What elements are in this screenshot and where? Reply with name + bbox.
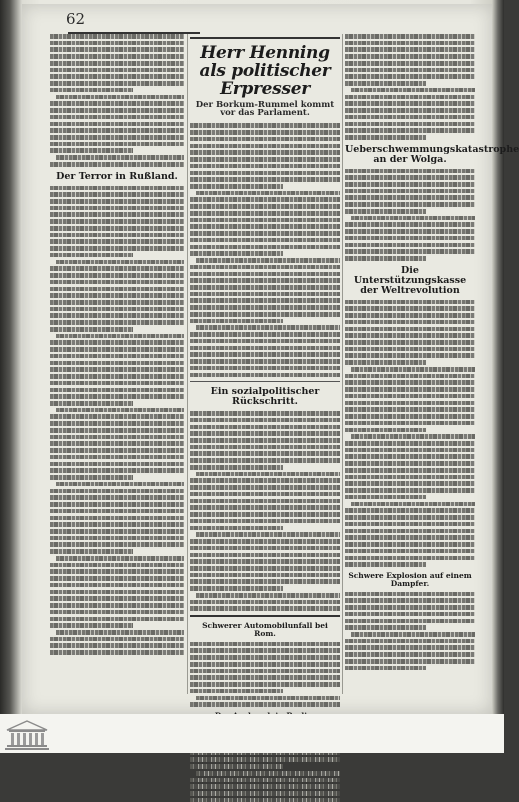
text-line (345, 475, 475, 480)
text-line (345, 407, 475, 412)
text-line (50, 617, 184, 622)
headline-weltrevolution: Die Unterstützungskasse der Weltrevolution (353, 264, 467, 296)
text-line (50, 489, 184, 494)
text-line (345, 222, 475, 227)
text-line (50, 576, 184, 581)
text-line (345, 454, 475, 459)
text-line (345, 360, 426, 365)
text-line (345, 320, 475, 325)
text-line (196, 532, 340, 537)
text-line (190, 526, 283, 531)
text-line (345, 652, 475, 657)
text-line (50, 293, 184, 298)
text-line (50, 549, 133, 554)
headline-wolga: Ueberschwemmungskatastrophe an der Wolga. (345, 143, 519, 165)
text-line (190, 791, 340, 796)
text-line (190, 465, 283, 470)
text-line (190, 352, 340, 357)
text-line (345, 256, 426, 261)
text-line (190, 689, 283, 694)
text-line (50, 148, 133, 153)
text-line (190, 319, 283, 324)
text-line (190, 573, 340, 578)
text-line (190, 702, 340, 707)
text-line (50, 81, 184, 86)
text-line (190, 164, 340, 169)
text-line (190, 150, 340, 155)
headline-terror-russland: Der Terror in Rußland. (56, 170, 178, 182)
text-line (50, 34, 184, 39)
text-line (50, 441, 184, 446)
bottom-strip (0, 714, 504, 753)
text-line (190, 224, 340, 229)
text-line (190, 373, 340, 378)
text-line (50, 536, 184, 541)
text-line (345, 202, 475, 207)
text-line (56, 260, 184, 265)
column-right (345, 34, 519, 694)
text-line (50, 435, 184, 440)
text-line (50, 233, 184, 238)
text-line (345, 598, 475, 603)
text-line (345, 639, 475, 644)
text-line (345, 428, 426, 433)
text-line (196, 593, 340, 598)
text-line (50, 101, 184, 106)
headline-sozialpolitisch: Ein sozialpolitischer Rückschritt. (210, 386, 320, 408)
column-divider (187, 34, 188, 694)
text-line (190, 332, 340, 337)
text-line (345, 47, 475, 52)
text-line (190, 784, 340, 789)
text-line (345, 401, 475, 406)
text-line (50, 246, 184, 251)
article-right-bottom-body (345, 592, 475, 671)
text-line (190, 451, 340, 456)
text-line (345, 306, 475, 311)
text-line (196, 771, 340, 776)
text-line (345, 333, 475, 338)
text-line (50, 643, 184, 648)
text-line (50, 563, 184, 568)
text-line (190, 130, 340, 135)
article-right-b-body (345, 300, 475, 567)
text-line (190, 655, 340, 660)
text-line (196, 191, 340, 196)
text-line (190, 648, 340, 653)
text-line (190, 499, 340, 504)
text-line (345, 74, 475, 79)
text-line (345, 81, 426, 86)
text-line (50, 287, 184, 292)
main-headline: Herr Henning als politischer Erpresser (199, 43, 331, 99)
text-line (50, 502, 184, 507)
text-line (190, 204, 340, 209)
text-line (345, 41, 475, 46)
text-line (190, 586, 283, 591)
text-line (50, 115, 184, 120)
text-line (190, 579, 340, 584)
text-line (190, 218, 340, 223)
text-line (50, 340, 184, 345)
text-line (50, 74, 184, 79)
text-line (190, 157, 340, 162)
text-line (345, 340, 475, 345)
text-line (190, 272, 340, 277)
text-line (190, 431, 340, 436)
text-line (190, 559, 340, 564)
text-line (50, 41, 184, 46)
text-line (345, 249, 475, 254)
headline-automobilunfall: Schwerer Automobilunfall bei Rom. (202, 620, 328, 638)
text-line (50, 590, 184, 595)
text-line (190, 265, 340, 270)
text-line (50, 650, 184, 655)
text-line (190, 359, 340, 364)
text-line (345, 645, 475, 650)
text-line (50, 421, 184, 426)
text-line (50, 637, 184, 642)
text-line (56, 408, 184, 413)
text-line (351, 367, 475, 372)
text-line (345, 414, 475, 419)
text-line (345, 529, 475, 534)
text-line (50, 388, 184, 393)
text-line (50, 307, 184, 312)
text-line (345, 169, 475, 174)
text-line (190, 778, 340, 783)
text-line (190, 184, 283, 189)
text-line (50, 367, 184, 372)
text-line (50, 320, 184, 325)
main-subheadline: Der Borkum-Rummel kommt vor das Parlament. (195, 99, 335, 119)
text-line (190, 278, 340, 283)
text-line (50, 394, 184, 399)
text-line (50, 374, 184, 379)
text-line (196, 696, 340, 701)
text-line (190, 566, 340, 571)
text-line (345, 182, 475, 187)
text-line (50, 266, 184, 271)
column-divider (342, 34, 343, 694)
text-line (190, 285, 340, 290)
text-line (351, 632, 475, 637)
archive-building-logo (4, 718, 50, 751)
text-line (50, 186, 184, 191)
text-line (50, 192, 184, 197)
text-line (345, 209, 426, 214)
text-line (56, 95, 184, 100)
text-line (190, 411, 340, 416)
text-line (345, 61, 475, 66)
text-line (190, 478, 340, 483)
text-line (345, 387, 475, 392)
text-line (345, 108, 475, 113)
text-line (50, 569, 184, 574)
text-line (345, 380, 475, 385)
text-line (345, 175, 475, 180)
text-line (345, 327, 475, 332)
text-line (190, 512, 340, 517)
text-line (345, 659, 475, 664)
text-line (190, 458, 340, 463)
text-line (50, 199, 184, 204)
text-line (196, 472, 340, 477)
text-line (50, 239, 184, 244)
article-right-a-body (345, 169, 475, 261)
text-line (50, 475, 133, 480)
text-line (345, 549, 475, 554)
text-line (345, 495, 426, 500)
text-line (56, 630, 184, 635)
text-line (190, 137, 340, 142)
text-line (50, 68, 184, 73)
text-line (196, 325, 340, 330)
text-line (345, 95, 475, 100)
text-line (190, 211, 340, 216)
text-line (345, 535, 475, 540)
text-line (351, 434, 475, 439)
text-line (351, 216, 475, 221)
text-line (190, 123, 340, 128)
text-line (345, 54, 475, 59)
text-line (345, 300, 475, 305)
text-line (345, 625, 426, 630)
text-line (190, 757, 340, 762)
column-center (190, 34, 340, 694)
text-line (190, 606, 340, 611)
headline-explosion: Schwere Explosion auf einem Dampfer. (348, 570, 472, 588)
text-line (190, 245, 340, 250)
text-line (56, 334, 184, 339)
text-line (50, 142, 184, 147)
section-rule (190, 381, 340, 382)
column-left (50, 34, 184, 694)
text-line (50, 455, 184, 460)
text-line (50, 347, 184, 352)
text-line (50, 509, 184, 514)
text-line (50, 361, 184, 366)
page-number: 62 (66, 10, 86, 28)
text-line (190, 298, 340, 303)
text-line (50, 61, 184, 66)
text-line (345, 619, 475, 624)
text-line (50, 47, 184, 52)
text-line (190, 177, 340, 182)
text-line (50, 226, 184, 231)
text-line (345, 313, 475, 318)
text-line (50, 354, 184, 359)
text-line (345, 515, 475, 520)
text-line (190, 171, 340, 176)
text-line (50, 128, 184, 133)
text-line (345, 135, 426, 140)
text-line (345, 522, 475, 527)
text-line (50, 596, 184, 601)
text-line (190, 662, 340, 667)
text-line (50, 219, 184, 224)
text-line (190, 346, 340, 351)
text-line (50, 448, 184, 453)
text-line (190, 238, 340, 243)
text-line (50, 300, 184, 305)
text-line (345, 421, 475, 426)
article-left-top (50, 34, 184, 167)
text-line (50, 273, 184, 278)
text-line (345, 556, 475, 561)
text-line (351, 88, 475, 93)
text-line (345, 68, 475, 73)
text-line (50, 414, 184, 419)
text-line (190, 251, 283, 256)
text-line (190, 418, 340, 423)
text-line (345, 612, 475, 617)
text-line (190, 764, 283, 769)
text-line (50, 381, 184, 386)
text-line (190, 144, 340, 149)
text-line (50, 495, 184, 500)
text-line (50, 610, 184, 615)
text-line (190, 546, 340, 551)
text-line (190, 492, 340, 497)
text-line (345, 542, 475, 547)
text-line (345, 394, 475, 399)
text-line (50, 522, 184, 527)
text-line (190, 425, 340, 430)
text-line (345, 189, 475, 194)
text-line (345, 34, 475, 39)
text-line (50, 401, 133, 406)
article-left-body (50, 186, 184, 655)
text-line (50, 108, 184, 113)
text-line (56, 556, 184, 561)
text-line (50, 162, 184, 167)
text-line (50, 542, 184, 547)
text-line (190, 600, 340, 605)
article-right-top (345, 34, 475, 140)
text-line (345, 115, 475, 120)
text-line (345, 468, 475, 473)
text-line (50, 280, 184, 285)
text-line (50, 135, 184, 140)
text-line (56, 482, 184, 487)
text-line (190, 669, 340, 674)
text-line (50, 54, 184, 59)
text-line (345, 243, 475, 248)
text-line (345, 666, 426, 671)
text-line (190, 197, 340, 202)
text-line (196, 258, 340, 263)
text-line (345, 101, 475, 106)
text-line (190, 642, 340, 647)
text-line (190, 675, 340, 680)
text-line (345, 441, 475, 446)
text-line (190, 312, 340, 317)
text-line (50, 468, 184, 473)
text-line (345, 347, 475, 352)
text-line (345, 488, 475, 493)
text-line (50, 122, 184, 127)
text-line (345, 236, 475, 241)
text-line (50, 583, 184, 588)
text-line (50, 603, 184, 608)
text-line (345, 508, 475, 513)
text-line (190, 485, 340, 490)
text-line (345, 195, 475, 200)
text-line (345, 461, 475, 466)
text-line (190, 539, 340, 544)
headline-rule (190, 37, 340, 39)
text-line (190, 339, 340, 344)
text-line (345, 592, 475, 597)
text-line (190, 305, 340, 310)
text-line (190, 682, 340, 687)
article-bottom-a-body (190, 642, 340, 707)
text-line (345, 353, 475, 358)
text-line (190, 798, 340, 802)
text-line (50, 327, 133, 332)
text-line (190, 231, 340, 236)
text-line (50, 313, 184, 318)
text-line (50, 206, 184, 211)
text-line (190, 505, 340, 510)
text-line (351, 502, 475, 507)
text-line (345, 562, 426, 567)
article-second-body (190, 411, 340, 611)
text-line (345, 481, 475, 486)
text-line (190, 553, 340, 558)
text-line (190, 445, 340, 450)
text-line (345, 128, 475, 133)
text-line (50, 623, 133, 628)
text-line (50, 88, 133, 93)
text-line (190, 366, 340, 371)
text-line (56, 155, 184, 160)
text-line (345, 605, 475, 610)
text-line (345, 374, 475, 379)
article-main-body (190, 123, 340, 377)
text-line (190, 519, 340, 524)
section-rule-thick (190, 615, 340, 617)
text-line (190, 292, 340, 297)
text-line (50, 516, 184, 521)
text-line (50, 253, 133, 258)
text-line (345, 122, 475, 127)
text-line (190, 438, 340, 443)
text-line (50, 529, 184, 534)
text-line (345, 229, 475, 234)
text-line (345, 448, 475, 453)
text-line (50, 428, 184, 433)
text-line (50, 462, 184, 467)
text-line (50, 212, 184, 217)
